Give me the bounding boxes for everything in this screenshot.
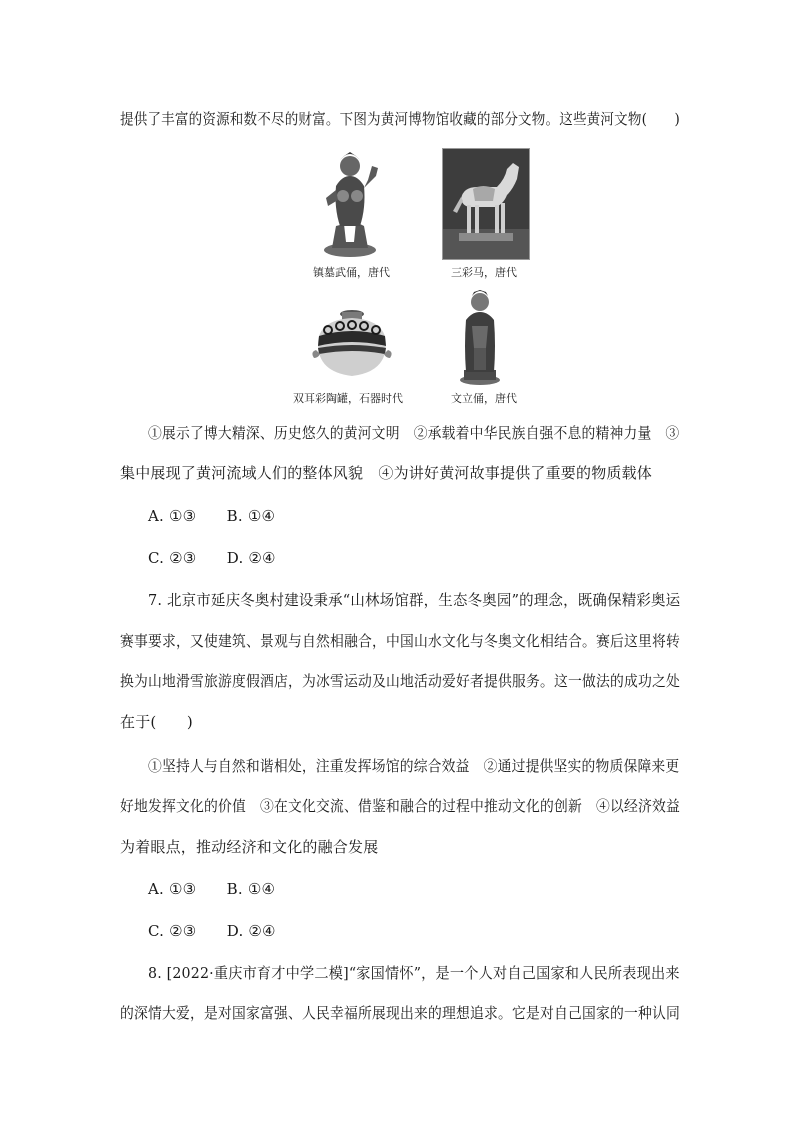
question-7-statements-line-1: ①坚持人与自然和谐相处，注重发挥场馆的综合效益 ②通过提供坚实的物质保障来更	[148, 757, 680, 775]
question-7-stem-line-2: 赛事要求，又使建筑、景观与自然相融合，中国山水文化与冬奥文化相结合。赛后这里将转	[120, 632, 680, 650]
horse-image	[443, 149, 529, 259]
question-7-options-row-2: C. ②③ D. ②④	[148, 922, 276, 940]
question-8-stem-line-1: 8. [2022·重庆市育才中学二模]“家国情怀”，是一个人对自己国家和人民所表现出来	[148, 964, 680, 982]
question-7-statements-line-2: 好地发挥文化的价值 ③在文化交流、借鉴和融合的过程中推动文化的创新 ④以经济效益	[120, 797, 680, 815]
artifact-caption: 镇墓武俑，唐代	[313, 266, 390, 279]
question-8-stem-line-2: 的深情大爱，是对国家富强、人民幸福所展现出来的理想追求。它是对自己国家的一种认同	[120, 1004, 680, 1022]
question-6-statements-line-2: 集中展现了黄河流域人们的整体风貌 ④为讲好黄河故事提供了重要的物质载体	[120, 464, 653, 482]
tomb-warrior-figurine-image	[318, 146, 382, 258]
question-7-stem-line-3: 换为山地滑雪旅游度假酒店，为冰雪运动及山地活动爱好者提供服务。这一做法的成功之处	[120, 672, 680, 690]
artifact-caption: 文立俑，唐代	[451, 392, 517, 405]
question-7-options-row-1: A. ①③ B. ①④	[148, 880, 276, 898]
question-7-stem-line-4: 在于( )	[120, 713, 193, 731]
question-7-statements-line-3: 为着眼点，推动经济和文化的融合发展	[120, 838, 379, 856]
question-6-tail: 提供了丰富的资源和数不尽的财富。下图为黄河博物馆收藏的部分文物。这些黄河文物( )	[120, 110, 680, 128]
question-6-statements-line-1: ①展示了博大精深、历史悠久的黄河文明 ②承载着中华民族自强不息的精神力量 ③	[148, 424, 680, 442]
question-6-options-row-1: A. ①③ B. ①④	[148, 507, 276, 525]
painted-pottery-jar-image	[310, 302, 394, 382]
artifact-caption: 三彩马，唐代	[451, 266, 517, 279]
question-6-options-row-2: C. ②③ D. ②④	[148, 549, 276, 567]
civil-official-figurine-image	[452, 286, 508, 386]
sancai-horse-photo	[442, 148, 530, 260]
question-7-stem-line-1: 7. 北京市延庆冬奥村建设秉承“山林场馆群，生态冬奥园”的理念，既确保精彩奥运	[148, 591, 681, 609]
artifact-caption: 双耳彩陶罐，石器时代	[293, 392, 403, 405]
